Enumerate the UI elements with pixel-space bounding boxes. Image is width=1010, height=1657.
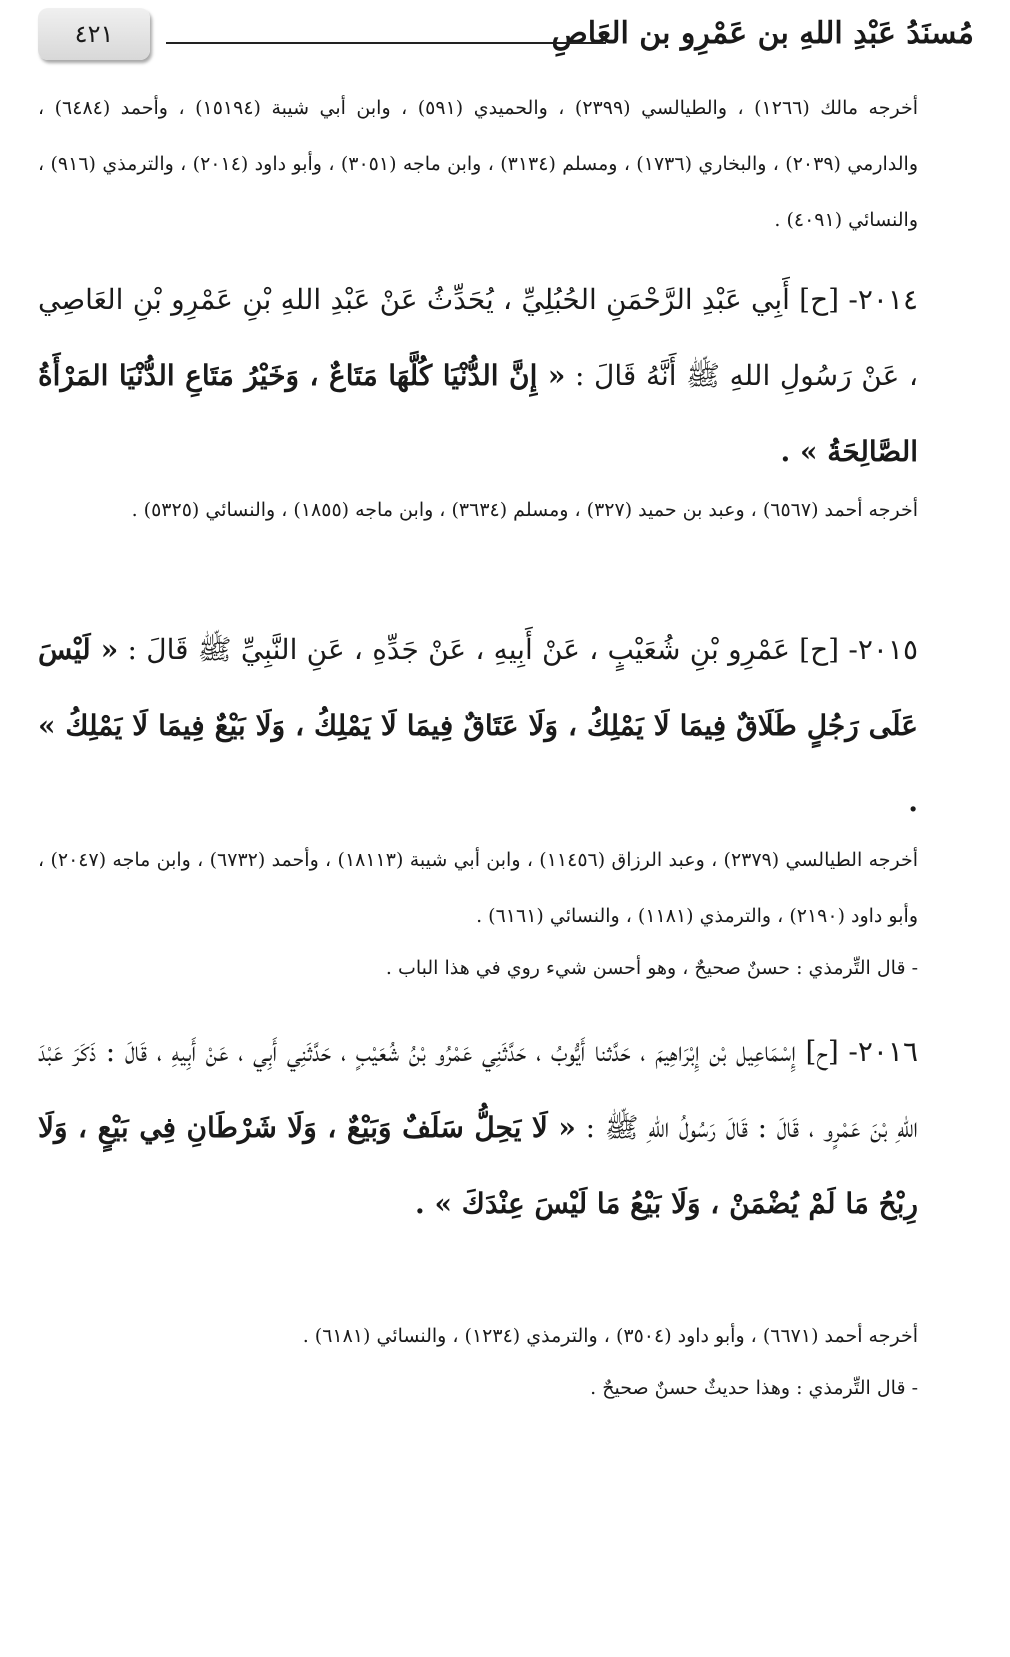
hadith-number: ٢٠١٤- bbox=[848, 283, 918, 316]
takhrij-2015: أخرجه الطيالسي (٢٣٧٩) ، وعبد الرزاق (١١٤٥٦) ، وابن أبي شيبة (١٨١١٣) ، وأحمد (٦٧٣٢) ، وابن ماجه (٢٠٤٧) ، وأبو داود (٢١٩٠) ، والترمذي (١١٨١) ، والنسائي (٦١٦١) . bbox=[38, 849, 919, 927]
page-number: ٤٢١ bbox=[74, 20, 114, 48]
running-title: مُسنَدُ عَبْدِ اللهِ بن عَمْرِو بن العَاصِ bbox=[551, 16, 974, 51]
hadith-isnad: [ح] عَمْرِو بْنِ شُعَيْبٍ ، عَنْ أَبِيهِ ، عَنْ جَدِّهِ ، عَنِ النَّبِيِّ ﷺ قَالَ : bbox=[127, 633, 840, 666]
hadith-matn: « لَا يَحِلُّ سَلَفٌ وَبَيْعٌ ، وَلَا شَرْطَانِ فِي بَيْعٍ ، وَلَا رِبْحُ مَا لَمْ يُضْمَنْ ، وَلَا بَيْعُ مَا لَيْسَ عِنْدَكَ » . bbox=[38, 1111, 918, 1220]
hadith-2015 bbox=[38, 612, 918, 840]
page-number-box bbox=[38, 8, 150, 60]
page-header bbox=[38, 8, 974, 64]
hadith-2016 bbox=[38, 1014, 918, 1242]
hadith-number: ٢٠١٦- bbox=[848, 1035, 918, 1068]
takhrij-2013: أخرجه مالك (١٢٦٦) ، والطيالسي (٢٣٩٩) ، والحميدي (٥٩١) ، وابن أبي شيبة (١٥١٩٤) ، وأحمد (٦٤٨٤) ، والدارمي (٢٠٣٩) ، والبخاري (١٧٣٦) ، ومسلم (٣١٣٤) ، وابن ماجه (٣٠٥١) ، وأبو داود (٢٠١٤) ، والترمذي (٩١٦) ، والنسائي (٤٠٩١) . bbox=[38, 97, 918, 231]
hadith-2014 bbox=[38, 262, 918, 490]
header-rule bbox=[166, 42, 606, 44]
hadith-number: ٢٠١٥- bbox=[848, 633, 918, 666]
takhrij-2016: أخرجه أحمد (٦٦٧١) ، وأبو داود (٣٥٠٤) ، والترمذي (١٢٣٤) ، والنسائي (٦١٨١) . bbox=[302, 1325, 918, 1347]
tirmidhi-note-2016: - قال التِّرمذي : وهذا حديثٌ حسنٌ صحيحٌ . bbox=[590, 1377, 918, 1399]
hadith-isnad: [ح] إِسْمَاعِيل بْن إِبْرَاهِيمَ ، حَدَّثنا أَيُّوبُ ، حَدَّثَنِي عَمْرُو بْنُ شُعَيْبٍ ، حَدَّثَنِي أَبِي ، عَنْ أَبِيهِ ، قَالَ : ذَكَرَ عَبْدَ اللهِ بْنَ عَمْرٍو ، قَالَ : قَالَ رَسُولُ اللهِ ﷺ : bbox=[38, 1035, 918, 1144]
hadith-matn: « إِنَّ الدُّنْيَا كُلَّهَا مَتَاعٌ ، وَخَيْرُ مَتَاعِ الدُّنْيَا المَرْأَةُ الصَّالِحَةُ » . bbox=[38, 359, 918, 468]
takhrij-2014: أخرجه أحمد (٦٥٦٧) ، وعبد بن حميد (٣٢٧) ، ومسلم (٣٦٣٤) ، وابن ماجه (١٨٥٥) ، والنسائي (٥٣٢٥) . bbox=[131, 499, 918, 521]
hadith-matn: « لَيْسَ عَلَى رَجُلٍ طَلَاقٌ فِيمَا لَا يَمْلِكُ ، وَلَا عَتَاقٌ فِيمَا لَا يَمْلِكُ ، وَلَا بَيْعٌ فِيمَا لَا يَمْلِكُ » . bbox=[38, 633, 918, 818]
tirmidhi-note-2015: - قال التِّرمذي : حسنٌ صحيحٌ ، وهو أحسن شيء روي في هذا الباب . bbox=[385, 957, 918, 979]
hadith-isnad: [ح] أَبِي عَبْدِ الرَّحْمَنِ الحُبُلِيِّ ، يُحَدِّثُ عَنْ عَبْدِ اللهِ بْنِ عَمْرِو بْنِ العَاصِي ، عَنْ رَسُولِ اللهِ ﷺ أَنَّهُ قَالَ : bbox=[38, 283, 918, 392]
